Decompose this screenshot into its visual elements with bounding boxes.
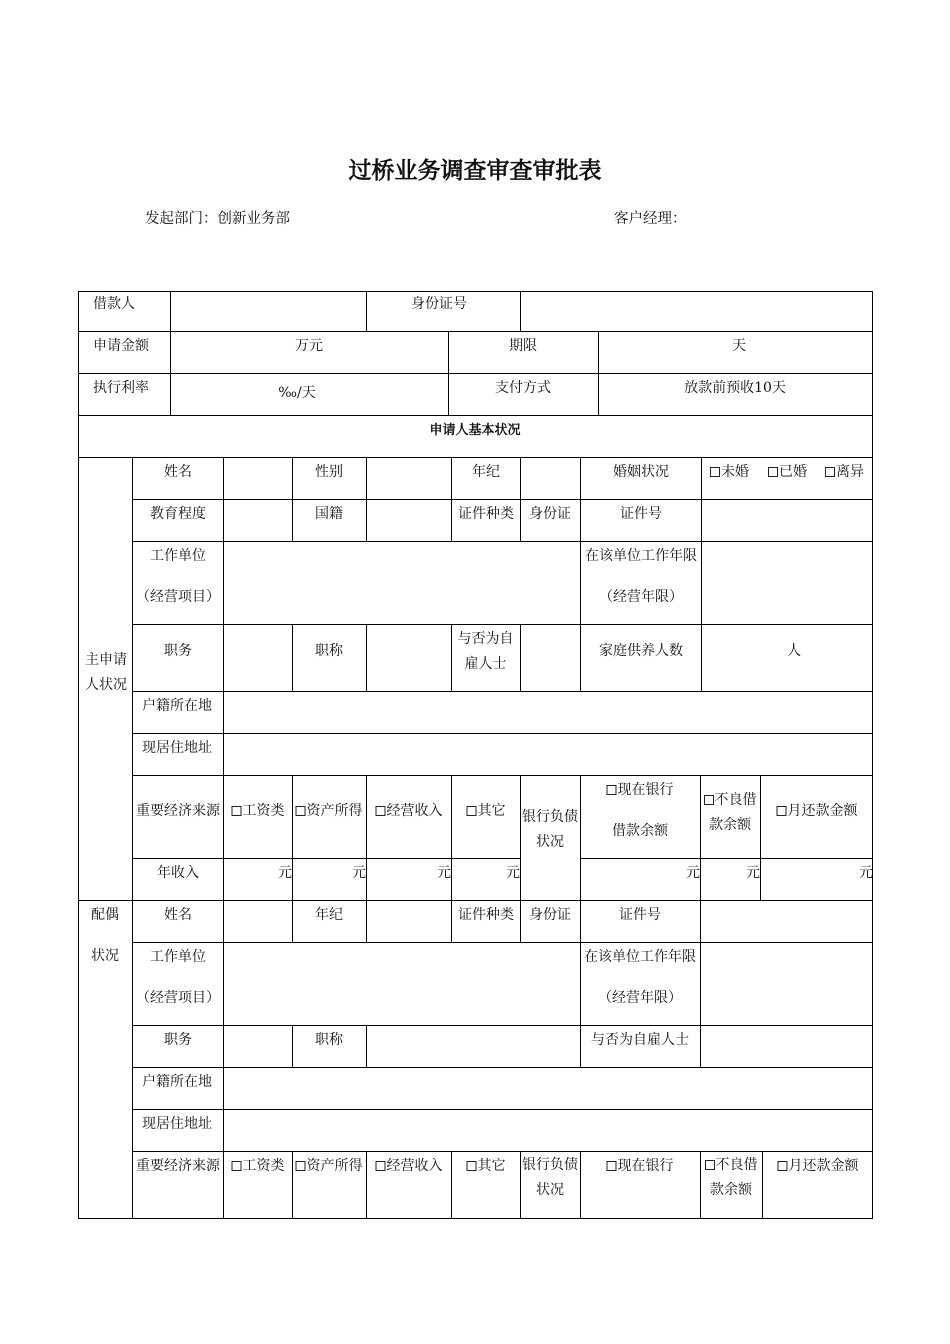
bank-loan-checkbox[interactable] [607,780,674,800]
loan-balance-label: 借款余额 [612,823,668,839]
position-label: 职务 [164,643,192,659]
spouse-monthly-repay-checkbox[interactable] [778,1156,859,1176]
income-source-label: 重要经济来源 [136,803,220,819]
department-label: 发起部门： [145,211,218,227]
grid-line [580,457,581,541]
grid-line [701,457,702,541]
spouse-work-unit-label: 工作单位 [150,949,206,965]
spouse-address-label: 现居住地址 [142,1116,212,1132]
salary-checkbox[interactable] [232,801,285,821]
other-checkbox[interactable] [467,801,506,821]
grid-line [132,457,133,1219]
yuan-unit: 元 [506,865,520,881]
grid-line [520,900,521,942]
amount-label: 申请金额 [93,338,149,354]
divorced-checkbox[interactable] [825,462,864,482]
grid-line [292,1025,293,1067]
yuan-unit: 元 [278,865,292,881]
checkbox-icon [232,1161,242,1171]
grid-line [366,1025,367,1067]
married-label: 已婚 [779,464,807,480]
id-type-label: 证件种类 [458,506,514,522]
title-rank-label: 职称 [315,643,343,659]
grid-line [132,1025,873,1026]
grid-line [78,415,873,416]
grid-line [580,775,581,900]
grid-line [598,331,599,415]
unmarried-checkbox[interactable] [710,462,749,482]
checkbox-icon [467,1161,477,1171]
term-label: 期限 [509,338,537,354]
spouse-self-employed-label: 与否为自雇人士 [591,1032,689,1048]
nationality-label: 国籍 [315,506,343,522]
yuan-unit: 元 [437,865,451,881]
spouse-bank-loan-label: 现在银行 [617,1158,674,1174]
grid-line [580,1025,581,1067]
main-applicant-group-label: 主申请人状况 [85,652,127,693]
grid-line [701,541,702,624]
grid-line [132,1067,873,1068]
checkbox-icon [778,1161,788,1171]
grid-line [580,1151,581,1219]
asset-income-checkbox[interactable] [296,801,363,821]
bank-loan-label: 现在银行 [617,782,674,798]
monthly-repay-checkbox[interactable] [777,801,858,821]
salary-label: 工资类 [242,803,285,819]
grid-line [700,900,701,942]
grid-line [223,457,224,1219]
grid-line [701,624,702,691]
grid-line [78,331,873,332]
checkbox-icon [376,806,386,816]
grid-line [520,624,521,691]
spouse-age-label: 年纪 [315,907,343,923]
grid-line [762,1151,763,1219]
grid-line [451,1151,452,1219]
divorced-label: 离异 [836,464,864,480]
spouse-title-rank-label: 职称 [315,1032,343,1048]
spouse-salary-checkbox[interactable] [232,1156,285,1176]
page-title: 过桥业务调查审查审批表 [348,158,602,184]
address-label: 现居住地址 [142,740,212,756]
spouse-bad-loan-label: 不良借款余额 [710,1157,758,1198]
checkbox-icon [825,467,835,477]
spouse-id-type-value: 身份证 [529,907,571,923]
borrower-input[interactable] [171,292,365,330]
yuan-unit: 元 [746,865,760,881]
grid-line [580,858,873,859]
grid-line [520,457,521,541]
spouse-group-label-1: 配偶 [91,907,119,923]
term-unit: 天 [732,338,746,354]
manager-field [614,207,687,228]
dependents-unit: 人 [787,643,801,659]
other-label: 其它 [477,803,506,819]
business-item-label: （经营项目） [136,589,220,605]
self-employed-label: 与否为自雇人士 [457,631,514,672]
grid-line [132,942,873,943]
grid-line [580,541,581,624]
spouse-other-checkbox[interactable] [467,1156,506,1176]
bad-loan-label: 不良借款余额 [709,792,757,833]
checkbox-icon [467,806,477,816]
borrower-label: 借款人 [93,296,135,312]
grid-line [132,541,873,542]
id-number-field-label: 证件号 [620,506,662,522]
checkbox-icon [705,1160,715,1170]
spouse-monthly-repay-label: 月还款金额 [788,1158,859,1174]
grid-line [366,1151,367,1219]
spouse-id-type-label: 证件种类 [458,907,514,923]
grid-line [451,775,452,900]
spouse-business-income-label: 经营收入 [386,1158,443,1174]
grid-line [292,624,293,691]
annual-income-label: 年收入 [157,865,199,881]
grid-line [132,691,873,692]
grid-line [366,900,367,942]
spouse-bad-loan-checkbox[interactable] [701,1153,761,1203]
spouse-income-source-label: 重要经济来源 [136,1158,220,1174]
department-value[interactable]: 创新业务部 [217,211,290,227]
spouse-asset-income-checkbox[interactable] [296,1156,363,1176]
grid-line [292,775,293,900]
spouse-name-label: 姓名 [164,907,192,923]
checkbox-icon [296,806,306,816]
id-number-label: 身份证号 [411,296,467,312]
spouse-id-number-label: 证件号 [619,907,661,923]
spouse-hukou-label: 户籍所在地 [142,1074,212,1090]
marital-label: 婚姻状况 [613,464,669,480]
grid-line [580,900,581,942]
grid-line [78,457,873,458]
married-checkbox[interactable] [768,462,807,482]
grid-line [451,457,452,541]
id-type-value: 身份证 [529,506,571,522]
yuan-unit: 元 [352,865,366,881]
grid-line [132,624,873,625]
grid-line [132,1109,873,1110]
pay-method-label: 支付方式 [495,380,551,396]
checkbox-icon [607,1161,617,1171]
grid-line [700,942,701,1025]
spouse-asset-income-label: 资产所得 [306,1158,363,1174]
work-unit-label: 工作单位 [150,548,206,564]
grid-line [132,733,873,734]
grid-line [366,775,367,900]
grid-line [580,624,581,691]
spouse-salary-label: 工资类 [242,1158,285,1174]
gender-label: 性别 [315,464,343,480]
checkbox-icon [704,795,714,805]
checkbox-icon [296,1161,306,1171]
spouse-bank-loan-checkbox[interactable] [607,1156,674,1176]
spouse-bank-debt-label: 银行负债状况 [522,1157,578,1198]
spouse-work-years-label: 在该单位工作年限 [584,949,696,965]
grid-line [366,291,367,331]
rate-label: 执行利率 [93,380,149,396]
grid-line [78,373,873,374]
yuan-unit: 元 [686,865,700,881]
department-field [145,207,290,228]
spouse-business-years-label: （经营年限） [598,990,682,1006]
spouse-position-label: 职务 [164,1032,192,1048]
hukou-label: 户籍所在地 [142,698,212,714]
grid-line [132,775,873,776]
checkbox-icon [768,467,778,477]
grid-line [366,457,367,541]
amount-unit: 万元 [295,338,323,354]
spouse-other-label: 其它 [477,1158,506,1174]
spouse-business-income-checkbox[interactable] [376,1156,443,1176]
unmarried-label: 未婚 [721,464,749,480]
grid-line [760,775,761,900]
grid-line [132,499,873,500]
bank-debt-label: 银行负债状况 [522,809,578,850]
grid-line [366,624,367,691]
education-label: 教育程度 [150,506,206,522]
checkbox-icon [607,785,617,795]
grid-line [448,331,449,415]
checkbox-icon [777,806,787,816]
grid-line [451,900,452,942]
checkbox-icon [376,1161,386,1171]
grid-line [292,900,293,942]
age-label: 年纪 [472,464,500,480]
name-label: 姓名 [164,464,192,480]
section-title: 申请人基本状况 [429,423,521,438]
grid-line [78,900,873,901]
grid-line [292,457,293,541]
business-income-label: 经营收入 [386,803,443,819]
business-years-label: （经营年限） [599,589,683,605]
asset-income-label: 资产所得 [306,803,363,819]
dependents-label: 家庭供养人数 [599,643,683,659]
grid-line [132,858,520,859]
rate-unit: ‰/天 [278,385,316,401]
yuan-unit: 元 [859,865,873,881]
monthly-repay-label: 月还款金额 [787,803,858,819]
business-income-checkbox[interactable] [376,801,443,821]
bad-loan-checkbox[interactable] [701,788,759,838]
manager-label: 客户经理： [614,211,687,227]
id-number-input[interactable] [521,292,871,330]
checkbox-icon [710,467,720,477]
grid-line [292,1151,293,1219]
work-years-label: 在该单位工作年限 [585,548,697,564]
grid-line [700,1025,701,1067]
grid-line [580,942,581,1025]
spouse-group-label-2: 状况 [91,948,119,964]
pay-method-value: 放款前预收10天 [684,380,786,396]
spouse-business-item-label: （经营项目） [136,990,220,1006]
checkbox-icon [232,806,242,816]
